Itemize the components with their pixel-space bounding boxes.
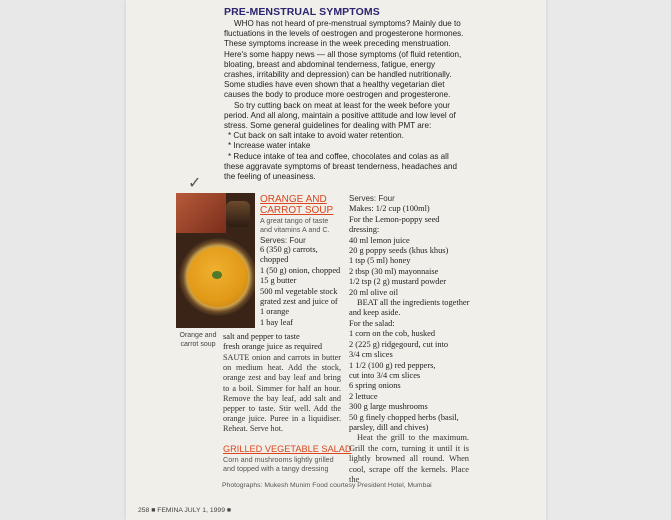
photo-credits: Photographs: Mukesh Munim Food courtesy President Hotel, Mumbai — [222, 482, 432, 489]
right-recipe-column — [349, 194, 469, 485]
ingredient-line: 300 g large mushrooms — [349, 402, 428, 412]
pms-bullet: * Reduce intake of tea and coffee, chocolates and colas as all these aggravate symptoms of breast tenderness, headaches and the feeling of uneasiness. — [224, 151, 458, 182]
soup-title-line: CARROT SOUP — [260, 205, 334, 216]
ingredient-line: 500 ml vegetable stock — [260, 286, 338, 296]
ingredient-line: 3/4 cm slices — [349, 350, 393, 360]
ingredient-line: 20 g poppy seeds (khus khus) — [349, 246, 449, 256]
pms-paragraph: So try cutting back on meat at least for the week before your period. And all along, maintain a positive attitude and low level of stress. Some general guidelines for dealing with PMT are: — [224, 100, 456, 131]
ingredient-line: 2 (225 g) ridgegourd, cut into — [349, 339, 449, 349]
soup-ingredients-continued — [223, 332, 343, 353]
dressing-heading: For the Lemon-poppy seed — [349, 214, 440, 224]
ingredient-line: grated zest and juice of — [260, 297, 338, 307]
pms-bullet: * Cut back on salt intake to avoid water retention. — [228, 131, 404, 141]
soup-ingredients — [260, 245, 342, 328]
pms-article — [224, 19, 466, 182]
ingredient-line: fresh orange juice as required — [223, 342, 323, 352]
dressing-heading: dressing: — [349, 225, 380, 235]
check-mark-icon: ✓ — [188, 173, 202, 192]
soup-method: SAUTE onion and carrots in butter on medium heat. Add the stock, orange zest and bay leaf and bring to a boil. Simmer for half an hour. Remove the bay leaf, add salt and pepper to taste. Stir well. Add the orange juice. Puree in a liquidiser. Reheat. Serve hot. — [223, 353, 341, 434]
photo-herb-garnish — [212, 271, 222, 279]
ingredient-line: 1 corn on the cob, husked — [349, 329, 436, 339]
page-folio: 258 ■ FEMINA JULY 1, 1999 ■ — [138, 507, 231, 514]
grilled-salad-intro: Corn and mushrooms lightly grilled and topped with a tangy dressing — [223, 455, 334, 473]
ingredient-line: chopped — [260, 255, 289, 265]
photo-cloth — [176, 193, 226, 233]
ingredient-line: 50 g finely chopped herbs (basil, — [349, 412, 459, 422]
ingredient-line: 40 ml lemon juice — [349, 235, 410, 245]
ingredient-line: 1 1/2 (100 g) red peppers, — [349, 360, 436, 370]
grilled-salad-title: GRILLED VEGETABLE SALAD — [223, 444, 352, 454]
salad-heading: For the salad: — [349, 318, 395, 328]
ingredient-line: 1 tsp (5 ml) honey — [349, 256, 411, 266]
ingredient-line: 1 bay leaf — [260, 317, 294, 327]
ingredient-line: salt and pepper to taste — [223, 332, 300, 341]
ingredient-line: 1/2 tsp (2 g) mustard powder — [349, 277, 446, 287]
pms-paragraph: WHO has not heard of pre-menstrual symptoms? Mainly due to fluctuations in the levels of oestrogen and progesterone hormones. These symptoms increase in the week preceding menstruation. Here's some happy news — all those symptoms (of fluid retention, bloating, breast and abdominal tenderness, fatigue, energy crashes, irritability and depression) can be handled nutritionally. Some studies have even shown that a healthy vegetarian diet causes the body to produce more oestrogen and progesterone. — [224, 19, 464, 100]
pms-heading: PRE-MENSTRUAL SYMPTOMS — [224, 6, 380, 18]
ingredient-line: cut into 3/4 cm slices — [349, 370, 421, 380]
soup-intro: A great tango of taste and vitamins A and C. — [260, 216, 330, 234]
soup-recipe-title — [260, 194, 333, 216]
ingredient-line: parsley, dill and chives) — [349, 422, 429, 432]
photo-caption: Orange and carrot soup — [179, 332, 217, 348]
soup-title-line: ORANGE AND — [260, 194, 327, 205]
soup-serves: Serves: Four — [260, 236, 306, 245]
dressing-method: and keep aside. — [349, 308, 401, 318]
soup-photo — [176, 193, 255, 328]
dressing-method: BEAT all the ingredients together — [357, 298, 470, 308]
pms-bullet: * Increase water intake — [228, 141, 311, 151]
ingredient-line: 1 (50 g) onion, chopped — [260, 265, 341, 275]
page-margin — [546, 0, 671, 520]
ingredient-line: 6 (350 g) carrots, — [260, 245, 318, 254]
grilled-method: Heat the grill to the maximum. Grill the corn, turning it until it is lightly browned all round. When cool, scrape off the kernels. Place the — [349, 433, 469, 484]
ingredient-line: 15 g butter — [260, 276, 297, 286]
photo-cup — [226, 201, 250, 227]
ingredient-line: 2 tbsp (30 ml) mayonnaise — [349, 266, 439, 276]
ingredient-line: 20 ml olive oil — [349, 287, 399, 297]
ingredient-line: 6 spring onions — [349, 381, 401, 391]
grilled-serves: Serves: Four — [349, 194, 395, 203]
ingredient-line: 1 orange — [260, 307, 290, 317]
ingredient-line: 2 lettuce — [349, 391, 378, 401]
dressing-makes: Makes: 1/2 cup (100ml) — [349, 204, 430, 214]
